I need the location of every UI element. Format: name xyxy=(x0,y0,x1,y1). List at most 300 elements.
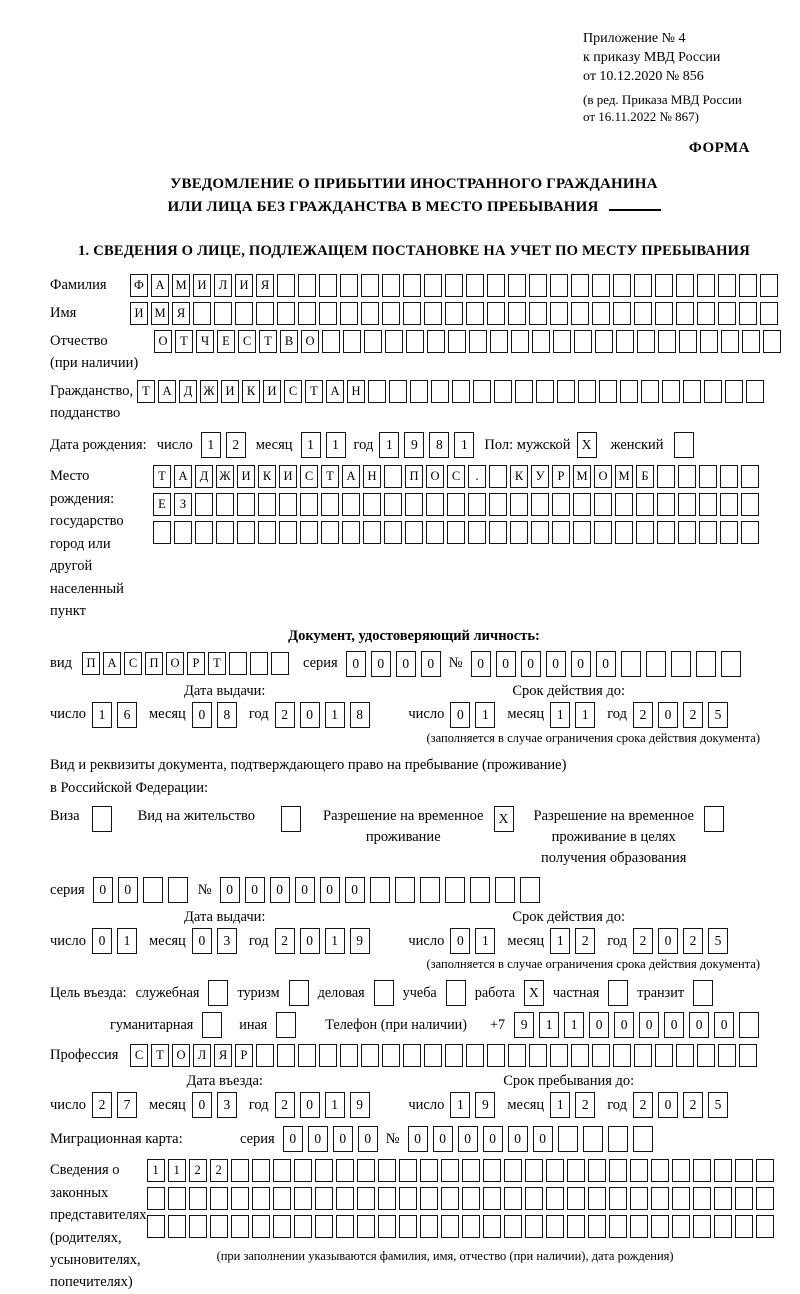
residence-expiry-year-cells[interactable] xyxy=(633,928,728,954)
form-cell[interactable]: Т xyxy=(137,380,155,403)
form-cell[interactable] xyxy=(424,302,442,325)
form-cell[interactable]: 2 xyxy=(683,702,703,728)
form-cell[interactable] xyxy=(557,380,575,403)
form-cell[interactable] xyxy=(634,274,652,297)
form-cell[interactable] xyxy=(741,465,759,488)
form-cell[interactable] xyxy=(699,465,717,488)
form-cell[interactable] xyxy=(441,1215,459,1238)
form-cell[interactable] xyxy=(420,1187,438,1210)
form-cell[interactable]: 0 xyxy=(433,1126,453,1152)
form-cell[interactable]: 1 xyxy=(117,928,137,954)
legal-cells-row3[interactable] xyxy=(147,1215,774,1238)
form-cell[interactable]: 0 xyxy=(118,877,138,903)
form-cell[interactable] xyxy=(655,274,673,297)
form-cell[interactable]: 0 xyxy=(689,1012,709,1038)
entry-month-cells[interactable] xyxy=(192,1092,237,1118)
form-cell[interactable] xyxy=(300,521,318,544)
form-cell[interactable]: И xyxy=(235,274,253,297)
form-cell[interactable]: 2 xyxy=(633,1092,653,1118)
form-cell[interactable] xyxy=(739,274,757,297)
residence-number-cells[interactable] xyxy=(220,877,540,903)
form-cell[interactable]: 9 xyxy=(350,1092,370,1118)
form-cell[interactable] xyxy=(406,330,424,353)
form-cell[interactable]: 3 xyxy=(217,1092,237,1118)
form-cell[interactable]: Д xyxy=(179,380,197,403)
form-cell[interactable] xyxy=(487,1044,505,1067)
form-cell[interactable]: 1 xyxy=(325,702,345,728)
form-cell[interactable] xyxy=(231,1215,249,1238)
form-cell[interactable]: Л xyxy=(193,1044,211,1067)
form-cell[interactable] xyxy=(697,302,715,325)
form-cell[interactable] xyxy=(646,651,666,677)
form-cell[interactable]: И xyxy=(279,465,297,488)
form-cell[interactable]: 2 xyxy=(226,432,246,458)
form-cell[interactable]: 1 xyxy=(326,432,346,458)
form-cell[interactable] xyxy=(588,1215,606,1238)
form-cell[interactable] xyxy=(558,1126,578,1152)
form-cell[interactable]: 1 xyxy=(550,928,570,954)
form-cell[interactable]: А xyxy=(174,465,192,488)
stay-month-cells[interactable] xyxy=(550,1092,595,1118)
birth-place-cells-row1[interactable] xyxy=(153,465,759,488)
form-cell[interactable]: Т xyxy=(259,330,277,353)
profession-cells[interactable] xyxy=(130,1044,757,1067)
form-cell[interactable] xyxy=(510,493,528,516)
form-cell[interactable] xyxy=(525,1187,543,1210)
form-cell[interactable]: А xyxy=(158,380,176,403)
form-cell[interactable]: 1 xyxy=(539,1012,559,1038)
form-cell[interactable] xyxy=(466,1044,484,1067)
form-cell[interactable] xyxy=(468,493,486,516)
form-cell[interactable] xyxy=(250,652,268,675)
form-cell[interactable]: С xyxy=(124,652,142,675)
form-cell[interactable] xyxy=(168,1215,186,1238)
form-cell[interactable] xyxy=(699,493,717,516)
form-cell[interactable] xyxy=(657,465,675,488)
form-cell[interactable] xyxy=(403,302,421,325)
form-cell[interactable] xyxy=(616,330,634,353)
form-cell[interactable]: 0 xyxy=(300,1092,320,1118)
form-cell[interactable]: 2 xyxy=(275,702,295,728)
form-cell[interactable] xyxy=(609,1215,627,1238)
form-cell[interactable]: Т xyxy=(305,380,323,403)
form-cell[interactable] xyxy=(147,1215,165,1238)
option-temp-residence-checkbox[interactable]: X xyxy=(494,806,514,832)
form-cell[interactable] xyxy=(483,1215,501,1238)
form-cell[interactable] xyxy=(277,274,295,297)
form-cell[interactable] xyxy=(704,380,722,403)
form-cell[interactable]: К xyxy=(242,380,260,403)
form-cell[interactable]: 2 xyxy=(683,1092,703,1118)
form-cell[interactable] xyxy=(189,1187,207,1210)
form-cell[interactable] xyxy=(389,380,407,403)
form-cell[interactable]: Р xyxy=(552,465,570,488)
option-visa-checkbox[interactable] xyxy=(92,806,112,832)
purpose-private-checkbox[interactable] xyxy=(608,980,628,1006)
form-cell[interactable] xyxy=(531,521,549,544)
form-cell[interactable] xyxy=(657,521,675,544)
form-cell[interactable] xyxy=(382,274,400,297)
form-cell[interactable] xyxy=(532,330,550,353)
form-cell[interactable] xyxy=(720,465,738,488)
form-cell[interactable] xyxy=(672,1215,690,1238)
form-cell[interactable]: 0 xyxy=(521,651,541,677)
form-cell[interactable] xyxy=(609,1187,627,1210)
form-cell[interactable] xyxy=(662,380,680,403)
form-cell[interactable] xyxy=(470,877,490,903)
form-cell[interactable] xyxy=(216,521,234,544)
form-cell[interactable] xyxy=(395,877,415,903)
form-cell[interactable] xyxy=(445,877,465,903)
form-cell[interactable]: 0 xyxy=(333,1126,353,1152)
form-cell[interactable] xyxy=(168,1187,186,1210)
form-cell[interactable] xyxy=(678,493,696,516)
form-cell[interactable] xyxy=(594,493,612,516)
residence-issue-day-cells[interactable] xyxy=(92,928,137,954)
birth-date-month-cells[interactable] xyxy=(301,432,346,458)
form-cell[interactable] xyxy=(229,652,247,675)
form-cell[interactable] xyxy=(599,380,617,403)
form-cell[interactable] xyxy=(718,1044,736,1067)
form-cell[interactable] xyxy=(462,1215,480,1238)
form-cell[interactable] xyxy=(405,521,423,544)
form-cell[interactable] xyxy=(571,1044,589,1067)
form-cell[interactable] xyxy=(529,274,547,297)
form-cell[interactable]: А xyxy=(103,652,121,675)
doc-number-cells[interactable] xyxy=(471,651,741,677)
form-cell[interactable] xyxy=(340,274,358,297)
form-cell[interactable]: Б xyxy=(636,465,654,488)
form-cell[interactable] xyxy=(651,1187,669,1210)
form-cell[interactable]: 1 xyxy=(325,1092,345,1118)
form-cell[interactable] xyxy=(364,330,382,353)
form-cell[interactable] xyxy=(697,1044,715,1067)
form-cell[interactable] xyxy=(214,302,232,325)
form-cell[interactable] xyxy=(399,1215,417,1238)
form-cell[interactable] xyxy=(252,1187,270,1210)
form-cell[interactable] xyxy=(447,521,465,544)
form-cell[interactable] xyxy=(714,1187,732,1210)
form-cell[interactable]: В xyxy=(280,330,298,353)
doc-series-cells[interactable] xyxy=(346,651,441,677)
form-cell[interactable] xyxy=(515,380,533,403)
form-cell[interactable]: С xyxy=(284,380,302,403)
form-cell[interactable] xyxy=(546,1187,564,1210)
form-cell[interactable] xyxy=(445,274,463,297)
form-cell[interactable] xyxy=(721,651,741,677)
form-cell[interactable]: 5 xyxy=(708,1092,728,1118)
form-cell[interactable] xyxy=(256,1044,274,1067)
form-cell[interactable] xyxy=(195,493,213,516)
residence-issue-month-cells[interactable] xyxy=(192,928,237,954)
form-cell[interactable]: 1 xyxy=(550,1092,570,1118)
form-cell[interactable]: 2 xyxy=(683,928,703,954)
form-cell[interactable]: 5 xyxy=(708,702,728,728)
form-cell[interactable]: А xyxy=(342,465,360,488)
form-cell[interactable] xyxy=(315,1187,333,1210)
form-cell[interactable] xyxy=(718,274,736,297)
form-cell[interactable] xyxy=(426,493,444,516)
form-cell[interactable]: 0 xyxy=(396,651,416,677)
form-cell[interactable]: 2 xyxy=(633,928,653,954)
form-cell[interactable] xyxy=(574,330,592,353)
form-cell[interactable] xyxy=(384,465,402,488)
form-cell[interactable]: О xyxy=(154,330,172,353)
form-cell[interactable] xyxy=(174,521,192,544)
form-cell[interactable] xyxy=(382,1044,400,1067)
form-cell[interactable]: 0 xyxy=(93,877,113,903)
form-cell[interactable]: 1 xyxy=(550,702,570,728)
form-cell[interactable]: 1 xyxy=(575,702,595,728)
form-cell[interactable] xyxy=(405,493,423,516)
form-cell[interactable] xyxy=(571,302,589,325)
issue-year-cells[interactable] xyxy=(275,702,370,728)
form-cell[interactable] xyxy=(588,1187,606,1210)
form-cell[interactable]: Т xyxy=(321,465,339,488)
issue-month-cells[interactable] xyxy=(192,702,237,728)
form-cell[interactable]: Ч xyxy=(196,330,214,353)
form-cell[interactable]: 0 xyxy=(546,651,566,677)
form-cell[interactable]: Я xyxy=(214,1044,232,1067)
form-cell[interactable] xyxy=(658,330,676,353)
form-cell[interactable] xyxy=(473,380,491,403)
form-cell[interactable] xyxy=(746,380,764,403)
form-cell[interactable] xyxy=(441,1187,459,1210)
form-cell[interactable]: К xyxy=(258,465,276,488)
form-cell[interactable]: О xyxy=(172,1044,190,1067)
form-cell[interactable] xyxy=(378,1187,396,1210)
form-cell[interactable]: О xyxy=(301,330,319,353)
purpose-study-checkbox[interactable] xyxy=(446,980,466,1006)
form-cell[interactable]: 0 xyxy=(192,928,212,954)
form-cell[interactable] xyxy=(741,521,759,544)
form-cell[interactable] xyxy=(760,274,778,297)
form-cell[interactable] xyxy=(385,330,403,353)
form-cell[interactable]: Е xyxy=(153,493,171,516)
purpose-humanitarian-checkbox[interactable] xyxy=(202,1012,222,1038)
form-cell[interactable]: 2 xyxy=(575,1092,595,1118)
form-cell[interactable] xyxy=(271,652,289,675)
form-cell[interactable] xyxy=(636,493,654,516)
form-cell[interactable]: 0 xyxy=(483,1126,503,1152)
form-cell[interactable]: 8 xyxy=(350,702,370,728)
form-cell[interactable]: 0 xyxy=(658,1092,678,1118)
form-cell[interactable] xyxy=(552,521,570,544)
form-cell[interactable] xyxy=(571,274,589,297)
form-cell[interactable]: 0 xyxy=(458,1126,478,1152)
form-cell[interactable] xyxy=(315,1215,333,1238)
form-cell[interactable] xyxy=(739,302,757,325)
form-cell[interactable] xyxy=(445,302,463,325)
birth-place-cells-row3[interactable] xyxy=(153,521,759,544)
form-cell[interactable] xyxy=(613,1044,631,1067)
form-cell[interactable]: 0 xyxy=(533,1126,553,1152)
form-cell[interactable] xyxy=(567,1215,585,1238)
form-cell[interactable] xyxy=(583,1126,603,1152)
form-cell[interactable] xyxy=(361,1044,379,1067)
form-cell[interactable]: 0 xyxy=(639,1012,659,1038)
form-cell[interactable]: 0 xyxy=(300,928,320,954)
form-cell[interactable]: 0 xyxy=(345,877,365,903)
form-cell[interactable] xyxy=(613,274,631,297)
form-cell[interactable]: 9 xyxy=(350,928,370,954)
form-cell[interactable] xyxy=(147,1187,165,1210)
form-cell[interactable] xyxy=(756,1187,774,1210)
form-cell[interactable] xyxy=(595,330,613,353)
form-cell[interactable] xyxy=(613,302,631,325)
form-cell[interactable] xyxy=(756,1215,774,1238)
option-residence-permit-checkbox[interactable] xyxy=(281,806,301,832)
form-cell[interactable] xyxy=(343,330,361,353)
form-cell[interactable] xyxy=(370,877,390,903)
form-cell[interactable] xyxy=(630,1215,648,1238)
form-cell[interactable]: С xyxy=(300,465,318,488)
form-cell[interactable] xyxy=(520,877,540,903)
form-cell[interactable]: 0 xyxy=(664,1012,684,1038)
form-cell[interactable]: 0 xyxy=(92,928,112,954)
form-cell[interactable]: Т xyxy=(153,465,171,488)
form-cell[interactable] xyxy=(742,330,760,353)
form-cell[interactable]: 1 xyxy=(325,928,345,954)
birth-date-year-cells[interactable] xyxy=(379,432,474,458)
form-cell[interactable]: 0 xyxy=(192,702,212,728)
form-cell[interactable]: 0 xyxy=(283,1126,303,1152)
form-cell[interactable] xyxy=(210,1187,228,1210)
form-cell[interactable]: Д xyxy=(195,465,213,488)
form-cell[interactable] xyxy=(462,1187,480,1210)
form-cell[interactable] xyxy=(739,1044,757,1067)
form-cell[interactable] xyxy=(342,521,360,544)
form-cell[interactable] xyxy=(363,521,381,544)
issue-day-cells[interactable] xyxy=(92,702,137,728)
form-cell[interactable] xyxy=(193,302,211,325)
form-cell[interactable] xyxy=(342,493,360,516)
form-cell[interactable] xyxy=(678,521,696,544)
form-cell[interactable] xyxy=(300,493,318,516)
form-cell[interactable]: Ф xyxy=(130,274,148,297)
form-cell[interactable]: 0 xyxy=(371,651,391,677)
form-cell[interactable]: 0 xyxy=(346,651,366,677)
form-cell[interactable]: 1 xyxy=(301,432,321,458)
form-cell[interactable] xyxy=(431,380,449,403)
residence-issue-year-cells[interactable] xyxy=(275,928,370,954)
form-cell[interactable]: О xyxy=(426,465,444,488)
form-cell[interactable] xyxy=(615,493,633,516)
form-cell[interactable] xyxy=(487,274,505,297)
patronymic-cells[interactable] xyxy=(154,330,781,353)
entry-year-cells[interactable] xyxy=(275,1092,370,1118)
form-cell[interactable]: Н xyxy=(363,465,381,488)
form-cell[interactable] xyxy=(357,1187,375,1210)
form-cell[interactable] xyxy=(468,521,486,544)
form-cell[interactable] xyxy=(529,1044,547,1067)
form-cell[interactable]: 0 xyxy=(408,1126,428,1152)
form-cell[interactable] xyxy=(189,1215,207,1238)
form-cell[interactable]: 2 xyxy=(210,1159,228,1182)
form-cell[interactable] xyxy=(489,493,507,516)
form-cell[interactable]: У xyxy=(531,465,549,488)
form-cell[interactable]: О xyxy=(594,465,612,488)
form-cell[interactable]: 1 xyxy=(475,702,495,728)
form-cell[interactable] xyxy=(504,1187,522,1210)
form-cell[interactable]: З xyxy=(174,493,192,516)
form-cell[interactable]: Е xyxy=(217,330,235,353)
form-cell[interactable] xyxy=(510,521,528,544)
citizenship-cells[interactable] xyxy=(137,380,764,403)
form-cell[interactable]: 0 xyxy=(714,1012,734,1038)
sex-female-checkbox[interactable] xyxy=(674,432,694,458)
form-cell[interactable]: 8 xyxy=(429,432,449,458)
form-cell[interactable]: И xyxy=(237,465,255,488)
form-cell[interactable] xyxy=(651,1215,669,1238)
form-cell[interactable]: Я xyxy=(256,274,274,297)
form-cell[interactable]: 0 xyxy=(295,877,315,903)
form-cell[interactable] xyxy=(536,380,554,403)
form-cell[interactable]: П xyxy=(82,652,100,675)
form-cell[interactable] xyxy=(592,302,610,325)
form-cell[interactable] xyxy=(340,1044,358,1067)
form-cell[interactable]: Ж xyxy=(200,380,218,403)
form-cell[interactable] xyxy=(592,274,610,297)
form-cell[interactable] xyxy=(511,330,529,353)
form-cell[interactable] xyxy=(655,1044,673,1067)
form-cell[interactable] xyxy=(252,1215,270,1238)
form-cell[interactable]: Л xyxy=(214,274,232,297)
form-cell[interactable] xyxy=(693,1187,711,1210)
form-cell[interactable] xyxy=(466,274,484,297)
form-cell[interactable]: 1 xyxy=(454,432,474,458)
form-cell[interactable] xyxy=(382,302,400,325)
form-cell[interactable] xyxy=(552,493,570,516)
form-cell[interactable] xyxy=(720,521,738,544)
form-cell[interactable] xyxy=(321,521,339,544)
purpose-tourism-checkbox[interactable] xyxy=(289,980,309,1006)
form-cell[interactable] xyxy=(573,493,591,516)
form-cell[interactable] xyxy=(483,1187,501,1210)
form-cell[interactable]: 0 xyxy=(220,877,240,903)
form-cell[interactable] xyxy=(699,521,717,544)
form-cell[interactable] xyxy=(384,521,402,544)
form-cell[interactable]: С xyxy=(238,330,256,353)
form-cell[interactable] xyxy=(696,651,716,677)
form-cell[interactable]: 0 xyxy=(270,877,290,903)
form-cell[interactable] xyxy=(237,493,255,516)
form-cell[interactable] xyxy=(634,302,652,325)
form-cell[interactable] xyxy=(216,493,234,516)
purpose-work-checkbox[interactable]: X xyxy=(524,980,544,1006)
form-cell[interactable]: 0 xyxy=(508,1126,528,1152)
form-cell[interactable] xyxy=(700,330,718,353)
form-cell[interactable] xyxy=(448,330,466,353)
form-cell[interactable]: Р xyxy=(235,1044,253,1067)
form-cell[interactable] xyxy=(633,1126,653,1152)
form-cell[interactable] xyxy=(657,493,675,516)
form-cell[interactable]: . xyxy=(468,465,486,488)
form-cell[interactable]: 2 xyxy=(275,1092,295,1118)
form-cell[interactable] xyxy=(143,877,163,903)
form-cell[interactable]: Н xyxy=(347,380,365,403)
form-cell[interactable] xyxy=(578,380,596,403)
form-cell[interactable] xyxy=(399,1187,417,1210)
form-cell[interactable] xyxy=(525,1215,543,1238)
form-cell[interactable] xyxy=(630,1187,648,1210)
form-cell[interactable] xyxy=(676,274,694,297)
form-cell[interactable] xyxy=(298,274,316,297)
form-cell[interactable] xyxy=(739,1012,759,1038)
stay-day-cells[interactable] xyxy=(450,1092,495,1118)
form-cell[interactable] xyxy=(621,651,641,677)
form-cell[interactable] xyxy=(256,302,274,325)
